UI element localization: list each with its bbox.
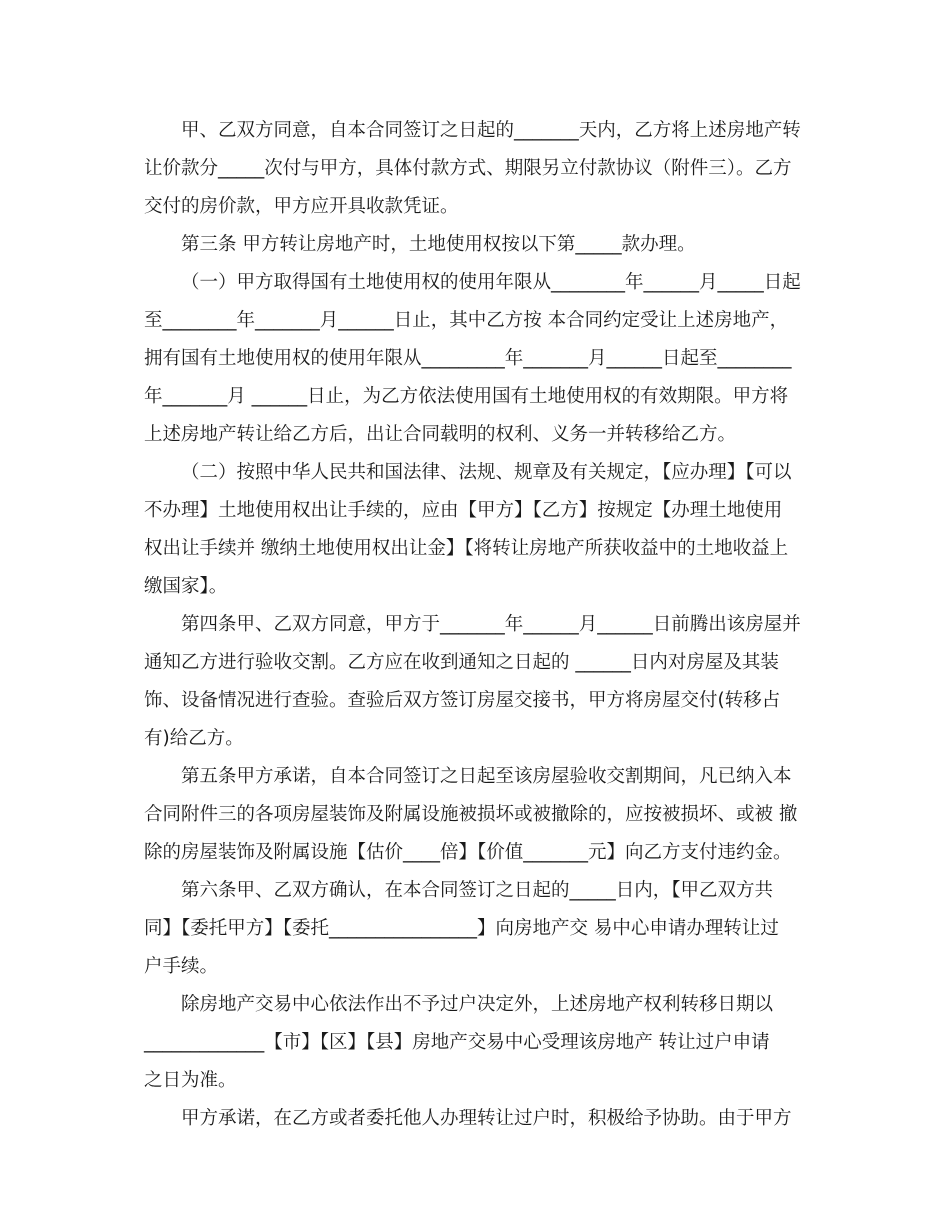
article-three-heading: 第三条 甲方转让房地产时，土地使用权按以下第_____款办理。 [181,234,696,255]
paragraph-line: 缴国家】。 [144,576,228,597]
paragraph-line: 户手续。 [144,956,219,977]
paragraph-line: （二）按照中华人民共和国法律、法规、规章及有关规定，【应办理】【可以 [181,462,792,483]
paragraph-line: 年_______月 ______日止，为乙方依法使用国有土地使用权的有效期限。甲方将 [144,386,789,407]
paragraph-line: 让价款分_____次付与甲方，具体付款方式、期限另立付款协议（附件三）。乙方 [144,158,792,179]
paragraph-line: 甲、乙双方同意，自本合同签订之日起的_______天内，乙方将上述房地产转 [181,120,801,141]
paragraph-line: 通知乙方进行验收交割。乙方应在收到通知之日起的 ______日内对房屋及其装 [144,652,779,673]
paragraph-line: 上述房地产转让给乙方后，出让合同载明的权利、义务一并转移给乙方。 [144,424,737,445]
paragraph-line: 权出让手续并 缴纳土地使用权出让金】【将转让房地产所获收益中的土地收益上 [144,538,789,559]
paragraph-line: 拥有国有土地使用权的使用年限从_________年_______月______日起至________ [144,348,792,369]
paragraph-line: 有)给乙方。 [144,728,244,749]
paragraph-line: 同】【委托甲方】【委托________________】向房地产交 易中心申请办理转让过 [144,918,779,939]
paragraph-line: 合同附件三的各项房屋装饰及附属设施被损坏或被撤除的，应按被损坏、或被 撤 [144,804,798,825]
paragraph-line: 交付的房价款，甲方应开具收款凭证。 [144,196,459,217]
paragraph-line: _____________【市】【区】【县】房地产交易中心受理该房地产 转让过户申请 [144,1032,770,1053]
paragraph-line: 不办理】土地使用权出让手续的，应由【甲方】【乙方】按规定【办理土地使用 [144,500,783,521]
paragraph-line: 甲方承诺，在乙方或者委托他人办理转让过户时，积极给予协助。由于甲方 [181,1108,792,1129]
article-six-line: 第六条甲、乙双方确认，在本合同签订之日起的_____日内，【甲乙双方共 [181,880,774,901]
paragraph-line: （一）甲方取得国有土地使用权的使用年限从________年______月_____日起 [181,272,801,293]
paragraph-line: 饰、设备情况进行查验。查验后双方签订房屋交接书，甲方将房屋交付(转移占 [144,690,781,711]
paragraph-line: 之日为准。 [144,1070,237,1091]
paragraph-line: 除的房屋装饰及附属设施【估价____倍】【价值_______元】向乙方支付违约金。 [144,842,792,863]
article-five-line: 第五条甲方承诺，自本合同签订之日起至该房屋验收交割期间，凡已纳入本 [181,766,792,787]
document-body [144,116,804,1142]
paragraph-line: 除房地产交易中心依法作出不予过户决定外，上述房地产权利转移日期以 [181,994,774,1015]
paragraph-line: 至________年_______月______日止，其中乙方按 本合同约定受让上述房地产， [144,310,789,331]
article-four-line: 第四条甲、乙双方同意，甲方于_______年______月______日前腾出该房屋并 [181,614,801,635]
